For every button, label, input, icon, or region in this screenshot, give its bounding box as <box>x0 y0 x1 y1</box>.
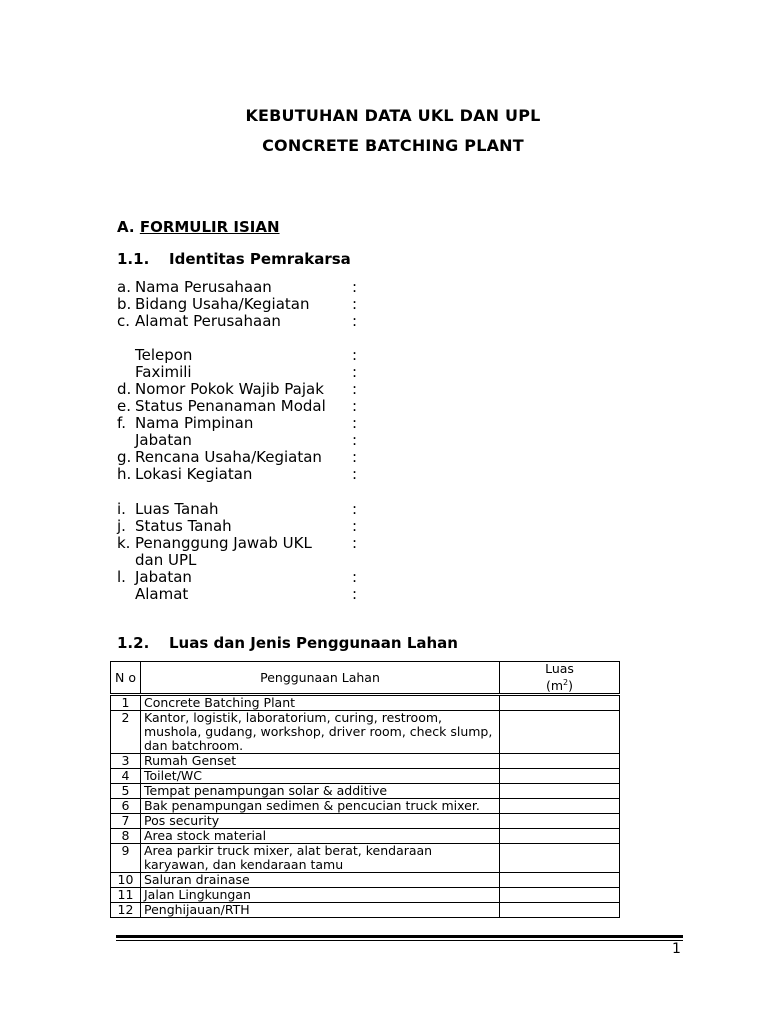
field-colon: : <box>352 295 358 313</box>
field-colon: : <box>352 363 358 381</box>
row-number: 12 <box>111 903 141 918</box>
field-label: Penanggung Jawab UKL <box>135 534 312 552</box>
field-colon: : <box>352 312 358 330</box>
field-letter: c. <box>117 312 131 330</box>
field-row <box>117 448 358 466</box>
row-land-use: Kantor, logistik, laboratorium, curing, restroom, mushola, gudang, workshop, driver room, check slump, dan batchroom. <box>141 711 500 754</box>
table-row <box>111 695 620 711</box>
row-area <box>500 784 620 799</box>
subsection-1-2-heading <box>117 634 458 652</box>
field-colon: : <box>352 346 358 364</box>
header-land-use: Penggunaan Lahan <box>141 662 500 695</box>
row-number: 1 <box>111 695 141 711</box>
section-a-label: FORMULIR ISIAN <box>139 218 280 236</box>
field-letter: d. <box>117 380 132 398</box>
row-land-use: Penghijauan/RTH <box>141 903 500 918</box>
header-no: N o <box>111 662 141 695</box>
row-number: 10 <box>111 873 141 888</box>
header-area-unit <box>503 676 616 693</box>
field-row <box>117 278 358 296</box>
field-row <box>117 431 358 449</box>
field-row <box>117 500 358 518</box>
row-land-use: Jalan Lingkungan <box>141 888 500 903</box>
field-row <box>117 465 358 483</box>
field-label: Status Tanah <box>135 517 232 535</box>
field-label: Status Penanaman Modal <box>135 397 326 415</box>
field-colon: : <box>352 465 358 483</box>
row-land-use: Toilet/WC <box>141 769 500 784</box>
document-title-line-1: KEBUTUHAN DATA UKL DAN UPL <box>245 106 541 125</box>
field-label: Jabatan <box>135 568 192 586</box>
field-colon: : <box>352 431 358 449</box>
row-number: 11 <box>111 888 141 903</box>
field-label: Rencana Usaha/Kegiatan <box>135 448 322 466</box>
field-letter: h. <box>117 465 132 483</box>
footer-rule-thick <box>116 935 683 938</box>
field-row <box>117 312 358 330</box>
unit-open: (m <box>545 678 564 694</box>
row-land-use: Pos security <box>141 814 500 829</box>
field-row <box>117 517 358 535</box>
row-number: 9 <box>111 844 141 873</box>
field-label: Luas Tanah <box>135 500 219 518</box>
field-letter: i. <box>117 500 126 518</box>
field-label: Telepon <box>135 346 193 364</box>
table-row <box>111 844 620 873</box>
row-area <box>500 814 620 829</box>
row-number: 8 <box>111 829 141 844</box>
field-colon: : <box>352 568 358 586</box>
field-letter: a. <box>117 278 131 296</box>
field-colon: : <box>352 414 358 432</box>
section-a-heading <box>117 218 280 236</box>
table-row <box>111 799 620 814</box>
table-row <box>111 769 620 784</box>
field-letter: l. <box>117 568 126 586</box>
field-colon: : <box>352 585 358 603</box>
row-area <box>500 695 620 711</box>
field-letter: b. <box>117 295 132 313</box>
subsection-1-2-label: Luas dan Jenis Penggunaan Lahan <box>169 634 458 652</box>
field-label: Jabatan <box>135 431 192 449</box>
row-land-use: Saluran drainase <box>141 873 500 888</box>
field-colon: : <box>352 500 358 518</box>
field-letter: k. <box>117 534 131 552</box>
row-area <box>500 754 620 769</box>
row-area <box>500 799 620 814</box>
field-label: Alamat <box>135 585 189 603</box>
row-area <box>500 844 620 873</box>
field-row <box>117 346 358 364</box>
section-a-letter: A. <box>117 218 135 236</box>
field-row <box>117 295 358 313</box>
field-row <box>117 414 358 432</box>
row-land-use: Rumah Genset <box>141 754 500 769</box>
table-row <box>111 814 620 829</box>
row-land-use: Area stock material <box>141 829 500 844</box>
page-number: 1 <box>672 941 681 957</box>
table-row <box>111 711 620 754</box>
header-area <box>500 662 620 695</box>
row-number: 5 <box>111 784 141 799</box>
row-land-use: Concrete Batching Plant <box>141 695 500 711</box>
land-use-table <box>110 661 620 918</box>
table-row <box>111 829 620 844</box>
row-number: 3 <box>111 754 141 769</box>
document-title-line-2: CONCRETE BATCHING PLANT <box>262 136 524 155</box>
field-colon: : <box>352 517 358 535</box>
field-row <box>117 534 358 552</box>
row-area <box>500 829 620 844</box>
field-row <box>117 552 196 569</box>
field-colon: : <box>352 448 358 466</box>
subsection-1-2-number: 1.2. <box>117 634 150 652</box>
table-row <box>111 754 620 769</box>
unit-close: ) <box>568 678 574 694</box>
row-number: 4 <box>111 769 141 784</box>
subsection-1-1-heading <box>117 250 351 268</box>
unit-superscript: 2 <box>563 678 569 687</box>
row-number: 6 <box>111 799 141 814</box>
field-colon: : <box>352 380 358 398</box>
field-label: Nomor Pokok Wajib Pajak <box>135 380 324 398</box>
field-colon: : <box>352 397 358 415</box>
row-area <box>500 769 620 784</box>
row-area <box>500 873 620 888</box>
row-area <box>500 888 620 903</box>
field-label: Alamat Perusahaan <box>135 312 281 330</box>
header-area-label: Luas <box>545 661 574 676</box>
row-area <box>500 903 620 918</box>
field-colon: : <box>352 534 358 552</box>
field-label: Nama Pimpinan <box>135 414 254 432</box>
row-land-use: Bak penampungan sedimen & pencucian truck mixer. <box>141 799 500 814</box>
footer-rule-thin <box>116 940 683 941</box>
field-label: Faximili <box>135 363 192 381</box>
row-land-use: Tempat penampungan solar & additive <box>141 784 500 799</box>
field-letter: f. <box>117 414 126 432</box>
field-label: Nama Perusahaan <box>135 278 272 296</box>
field-row <box>117 585 358 603</box>
row-area <box>500 711 620 754</box>
field-row <box>117 363 358 381</box>
table-row <box>111 903 620 918</box>
table-row <box>111 888 620 903</box>
row-land-use: Area parkir truck mixer, alat berat, kendaraan karyawan, dan kendaraan tamu <box>141 844 500 873</box>
field-row <box>117 397 358 415</box>
table-row <box>111 873 620 888</box>
field-label: dan UPL <box>135 551 197 569</box>
row-number: 2 <box>111 711 141 754</box>
field-label: Lokasi Kegiatan <box>135 465 253 483</box>
subsection-1-1-label: Identitas Pemrakarsa <box>169 250 351 268</box>
row-number: 7 <box>111 814 141 829</box>
field-letter: e. <box>117 397 131 415</box>
table-row <box>111 784 620 799</box>
field-row <box>117 568 358 586</box>
field-label: Bidang Usaha/Kegiatan <box>135 295 310 313</box>
table-header-row <box>111 662 620 695</box>
field-letter: g. <box>117 448 132 466</box>
subsection-1-1-number: 1.1. <box>117 250 150 268</box>
field-letter: j. <box>117 517 126 535</box>
field-colon: : <box>352 278 358 296</box>
field-row <box>117 380 358 398</box>
